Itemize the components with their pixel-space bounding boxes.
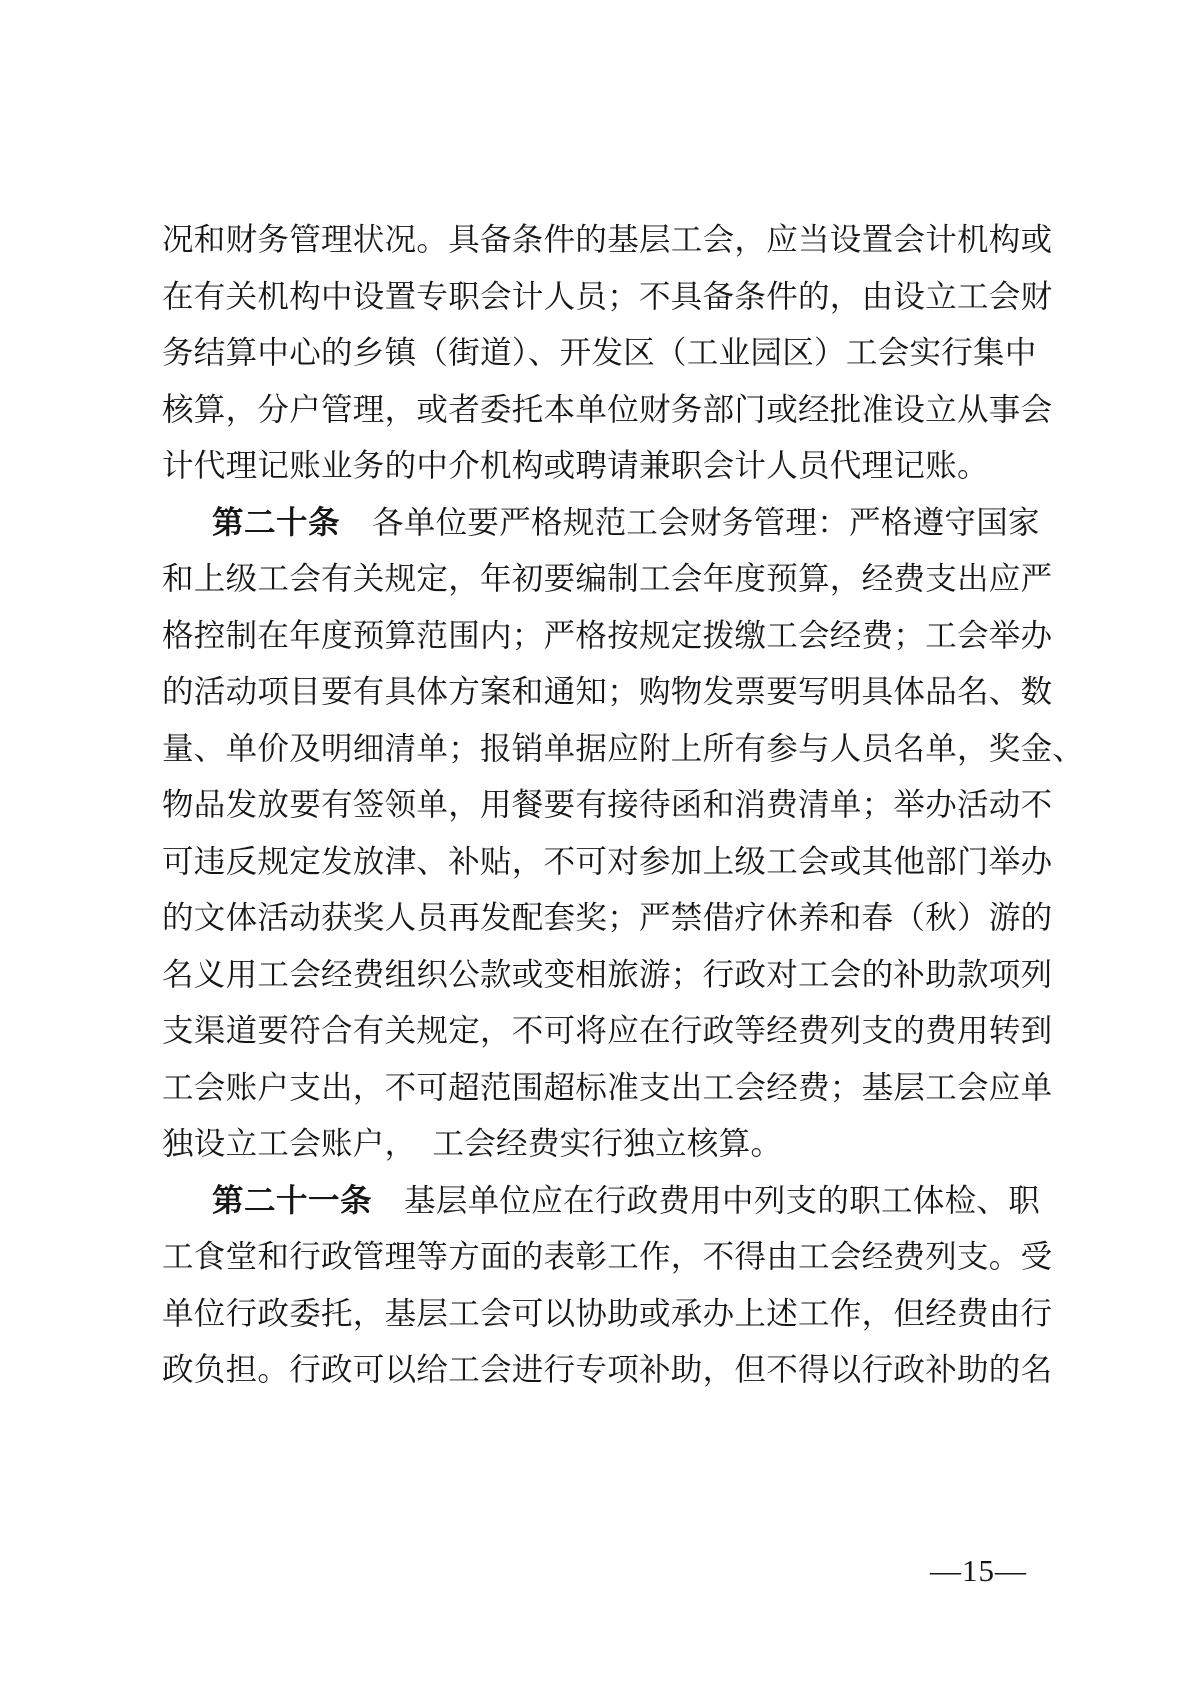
line-text: 在有关机构中设置专职会计人员；不具备条件的，由设立工会财 (162, 278, 1053, 314)
line-text: 核算，分户管理，或者委托本单位财务部门或经批准设立从事会 (162, 391, 1053, 427)
line-text: 独设立工会账户， 工会经费实行独立核算。 (162, 1126, 783, 1161)
line-text: 支渠道要符合有关规定，不可将应在行政等经费列支的费用转到 (162, 1013, 1053, 1048)
text-line (162, 382, 1053, 439)
text-line (162, 212, 1053, 269)
line-text: 名义用工会经费组织公款或变相旅游；行政对工会的补助款项列 (162, 956, 1053, 992)
text-line (162, 1229, 1053, 1286)
line-text: 工食堂和行政管理等方面的表彰工作，不得由工会经费列支。受 (162, 1239, 1053, 1274)
line-text: 物品发放要有签领单，用餐要有接待函和消费清单；举办活动不 (162, 787, 1053, 822)
text-line (162, 721, 1085, 778)
line-text: 基层单位应在行政费用中列支的职工体检、职 (404, 1182, 1041, 1218)
line-text: 可违反规定发放津、补贴，不可对参加上级工会或其他部门举办 (162, 843, 1053, 879)
text-line (162, 890, 1053, 947)
text-line (162, 834, 1053, 891)
line-text: 和上级工会有关规定，年初要编制工会年度预算，经费支出应严 (162, 561, 1053, 596)
article-heading: 第二十条 (212, 504, 341, 541)
text-line (162, 664, 1053, 721)
line-text: 格控制在年度预算范围内；严格按规定拨缴工会经费；工会举办 (162, 617, 1053, 653)
line-text: 单位行政委托，基层工会可以协助或承办上述工作，但经费由行 (162, 1295, 1053, 1331)
text-line (162, 1342, 1053, 1399)
text-line (162, 1286, 1053, 1343)
line-text: 工会账户支出，不可超范围超标准支出工会经费；基层工会应单 (162, 1069, 1053, 1105)
document-body (162, 212, 1085, 1399)
line-text: 各单位要严格规范工会财务管理：严格遵守国家 (372, 504, 1040, 540)
text-line (162, 1060, 1053, 1117)
text-line (162, 608, 1053, 665)
page-number: —15— (930, 1553, 1027, 1588)
text-line (162, 269, 1053, 326)
text-line (162, 438, 1048, 495)
text-line (162, 325, 1048, 382)
text-line (162, 551, 1053, 608)
text-line (162, 777, 1053, 834)
text-line (162, 1003, 1053, 1060)
article-heading: 第二十一条 (212, 1182, 373, 1219)
line-text: 务结算中心的乡镇（街道）、开发区（工业园区）工会实行集中 (162, 335, 1037, 370)
line-text: 的文体活动获奖人员再发配套奖；严禁借疗休养和春（秋）游的 (162, 900, 1053, 935)
line-text: 政负担。行政可以给工会进行专项补助，但不得以行政补助的名 (162, 1352, 1053, 1387)
text-line (162, 1116, 1048, 1173)
text-line (162, 495, 1048, 552)
line-text: 量、单价及明细清单；报销单据应附上所有参与人员名单，奖金、 (162, 730, 1085, 766)
text-line (162, 947, 1053, 1004)
line-text: 况和财务管理状况。具备条件的基层工会，应当设置会计机构或 (162, 222, 1053, 257)
line-text: 计代理记账业务的中介机构或聘请兼职会计人员代理记账。 (162, 448, 989, 483)
text-line (162, 1173, 1048, 1230)
line-text: 的活动项目要有具体方案和通知；购物发票要写明具体品名、数 (162, 674, 1053, 709)
